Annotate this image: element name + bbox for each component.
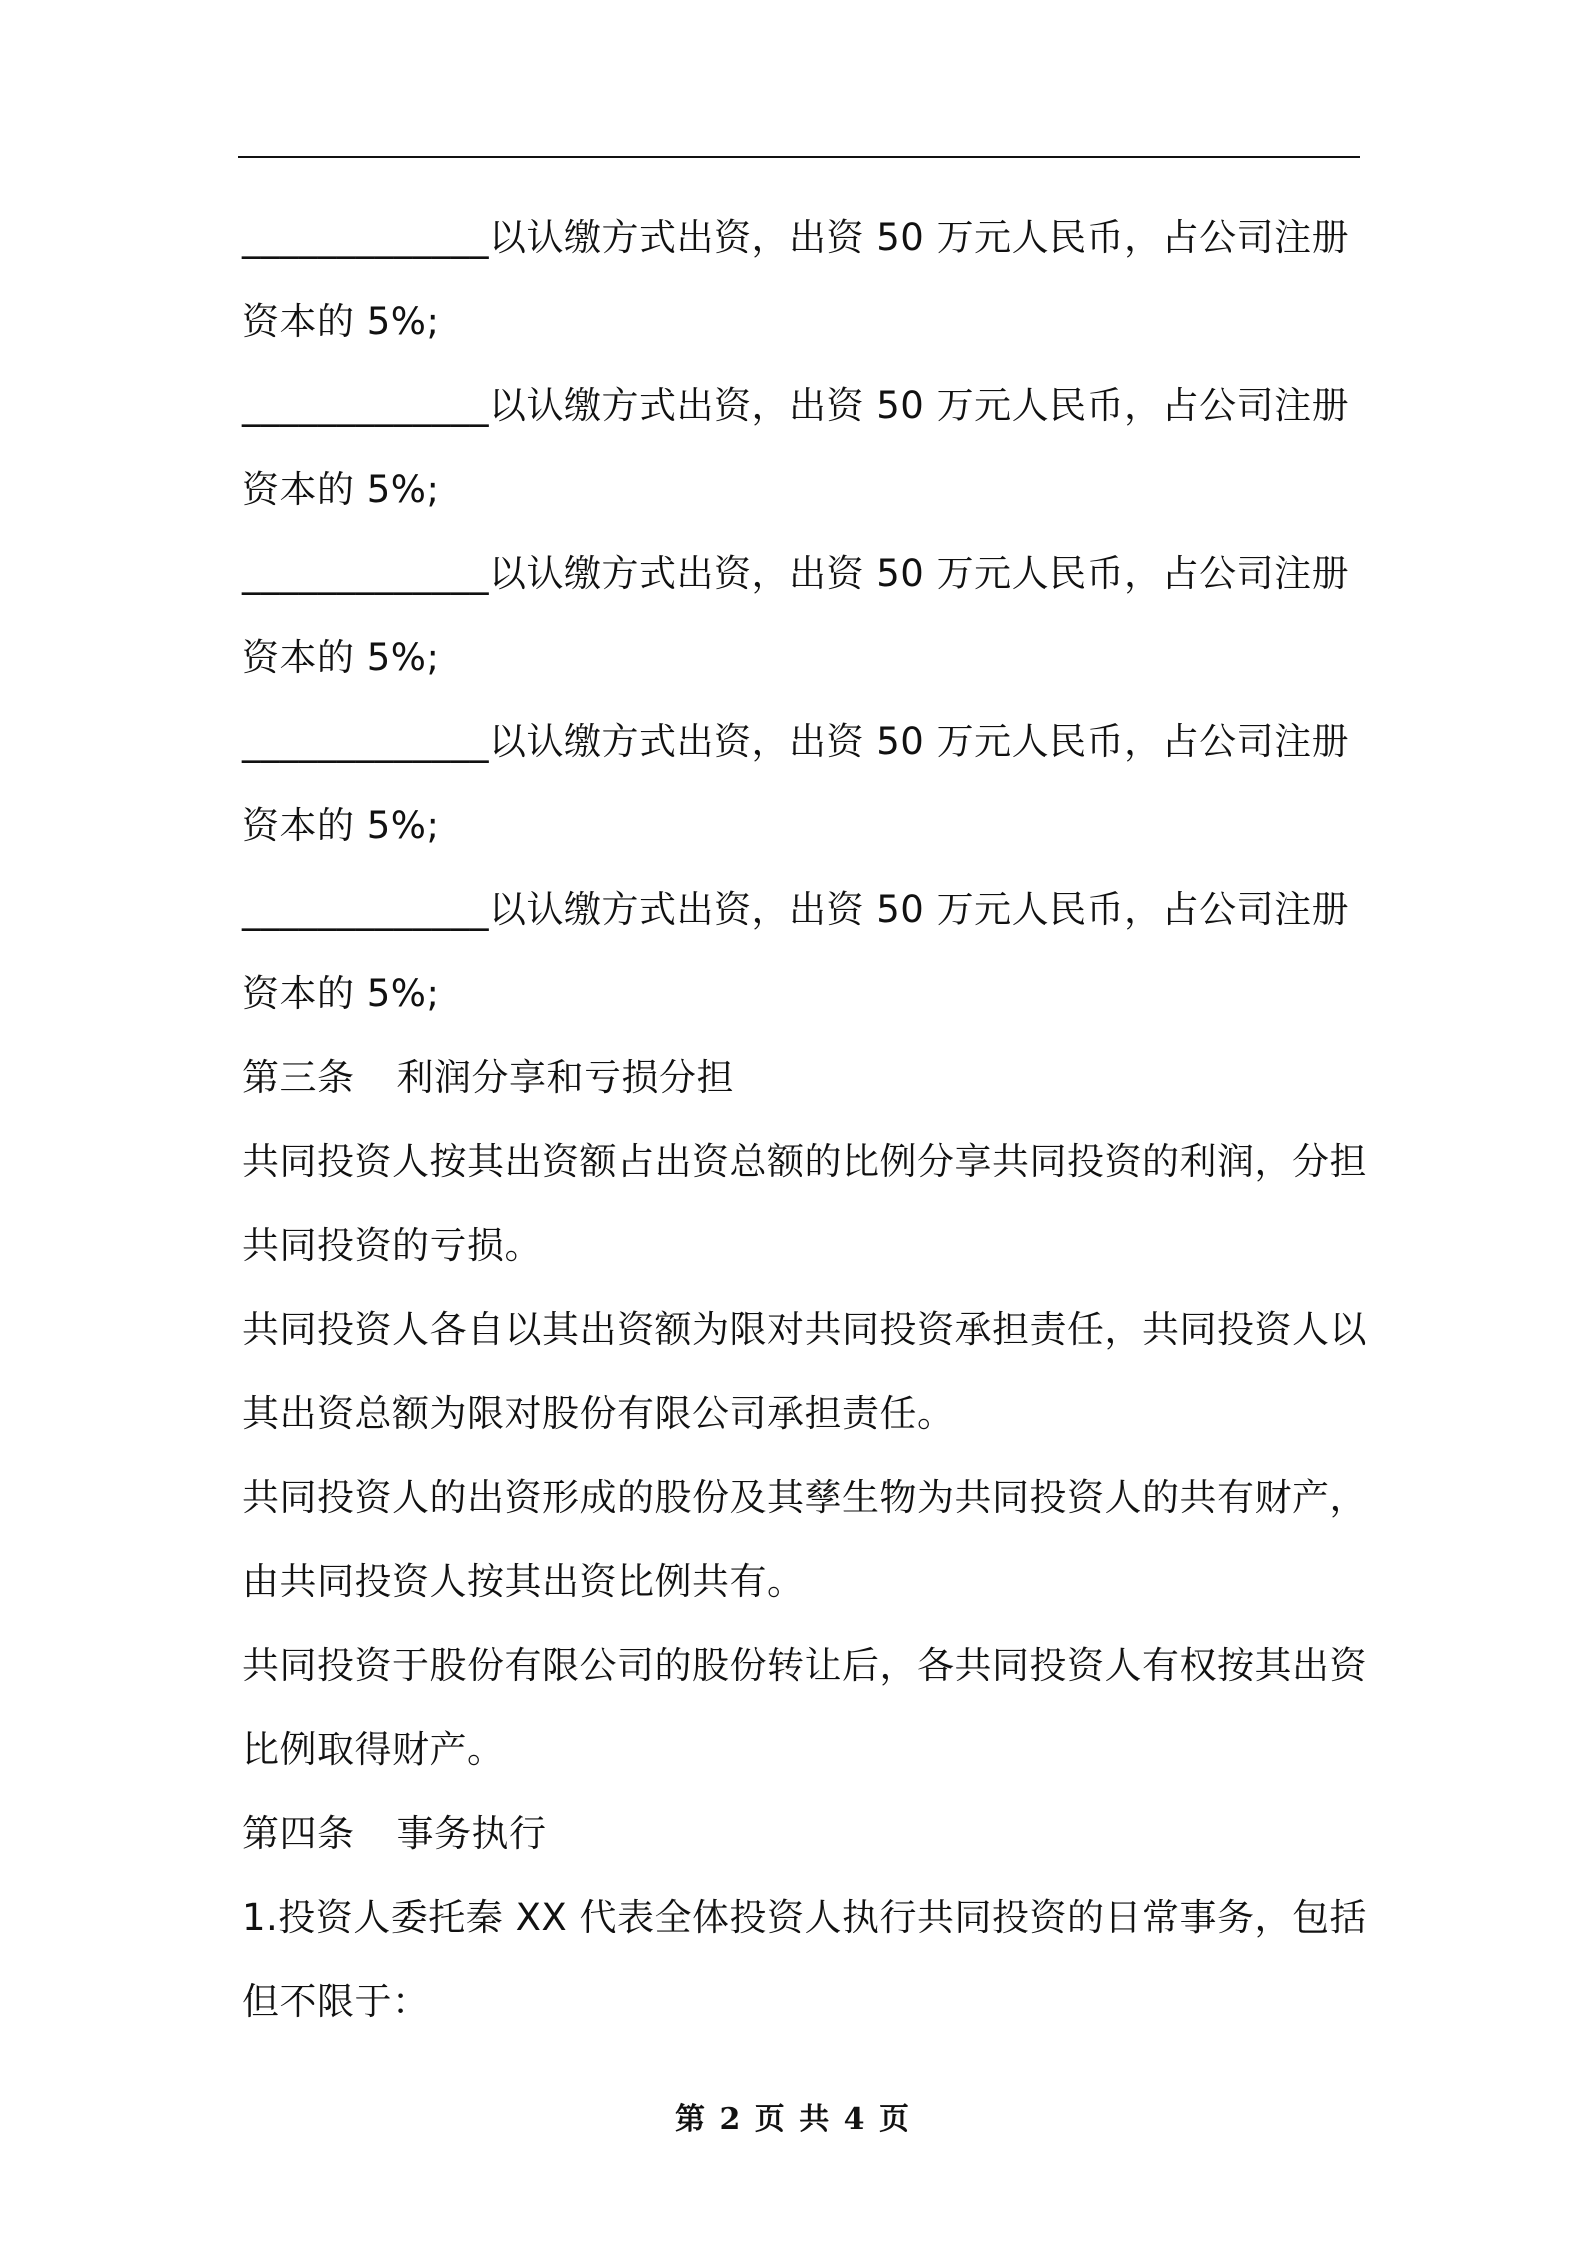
paragraph-line: 比例取得财产。 <box>242 1728 505 1771</box>
contribution-line: _____________以认缴方式出资，出资 50 万元人民币，占公司注册 <box>242 552 1350 595</box>
header-rule <box>238 156 1360 158</box>
paragraph-line: 共同投资的亏损。 <box>242 1224 542 1267</box>
contribution-line: 资本的 5%; <box>242 972 440 1015</box>
contribution-item <box>242 364 1366 532</box>
contribution-line: _____________以认缴方式出资，出资 50 万元人民币，占公司注册 <box>242 720 1350 763</box>
article-4-heading <box>242 1792 1366 1876</box>
paragraph-line: 共同投资人的出资形成的股份及其孳生物为共同投资人的共有财产， <box>242 1476 1367 1519</box>
contribution-line: _____________以认缴方式出资，出资 50 万元人民币，占公司注册 <box>242 216 1350 259</box>
article-3-paragraph <box>242 1624 1366 1792</box>
paragraph-line: 1.投资人委托秦 XX 代表全体投资人执行共同投资的日常事务，包括 <box>242 1896 1368 1939</box>
contribution-item <box>242 196 1366 364</box>
paragraph-line: 但不限于： <box>242 1980 430 2023</box>
contribution-line: 资本的 5%; <box>242 300 440 343</box>
article-3-heading <box>242 1036 1366 1120</box>
contribution-item <box>242 868 1366 1036</box>
document-body <box>242 196 1366 2044</box>
article-4-paragraph <box>242 1876 1366 2044</box>
contribution-line: _____________以认缴方式出资，出资 50 万元人民币，占公司注册 <box>242 384 1350 427</box>
paragraph-line: 共同投资人各自以其出资额为限对共同投资承担责任，共同投资人以 <box>242 1308 1367 1351</box>
contribution-line: 资本的 5%; <box>242 468 440 511</box>
article-3-paragraph <box>242 1288 1366 1456</box>
article-4-title: 事务执行 <box>396 1812 547 1855</box>
article-3-number: 第三条 <box>242 1056 355 1099</box>
contribution-line: _____________以认缴方式出资，出资 50 万元人民币，占公司注册 <box>242 888 1350 931</box>
article-3-paragraph <box>242 1456 1366 1624</box>
contribution-line: 资本的 5%; <box>242 636 440 679</box>
paragraph-line: 由共同投资人按其出资比例共有。 <box>242 1560 805 1603</box>
page-number-footer: 第 2 页 共 4 页 <box>675 2102 911 2137</box>
contribution-item <box>242 532 1366 700</box>
contribution-item <box>242 700 1366 868</box>
article-3-paragraph <box>242 1120 1366 1288</box>
contribution-line: 资本的 5%; <box>242 804 440 847</box>
article-3-title: 利润分享和亏损分担 <box>396 1056 734 1099</box>
paragraph-line: 共同投资于股份有限公司的股份转让后，各共同投资人有权按其出资 <box>242 1644 1367 1687</box>
paragraph-line: 共同投资人按其出资额占出资总额的比例分享共同投资的利润，分担 <box>242 1140 1367 1183</box>
paragraph-line: 其出资总额为限对股份有限公司承担责任。 <box>242 1392 955 1435</box>
article-4-number: 第四条 <box>242 1812 355 1855</box>
